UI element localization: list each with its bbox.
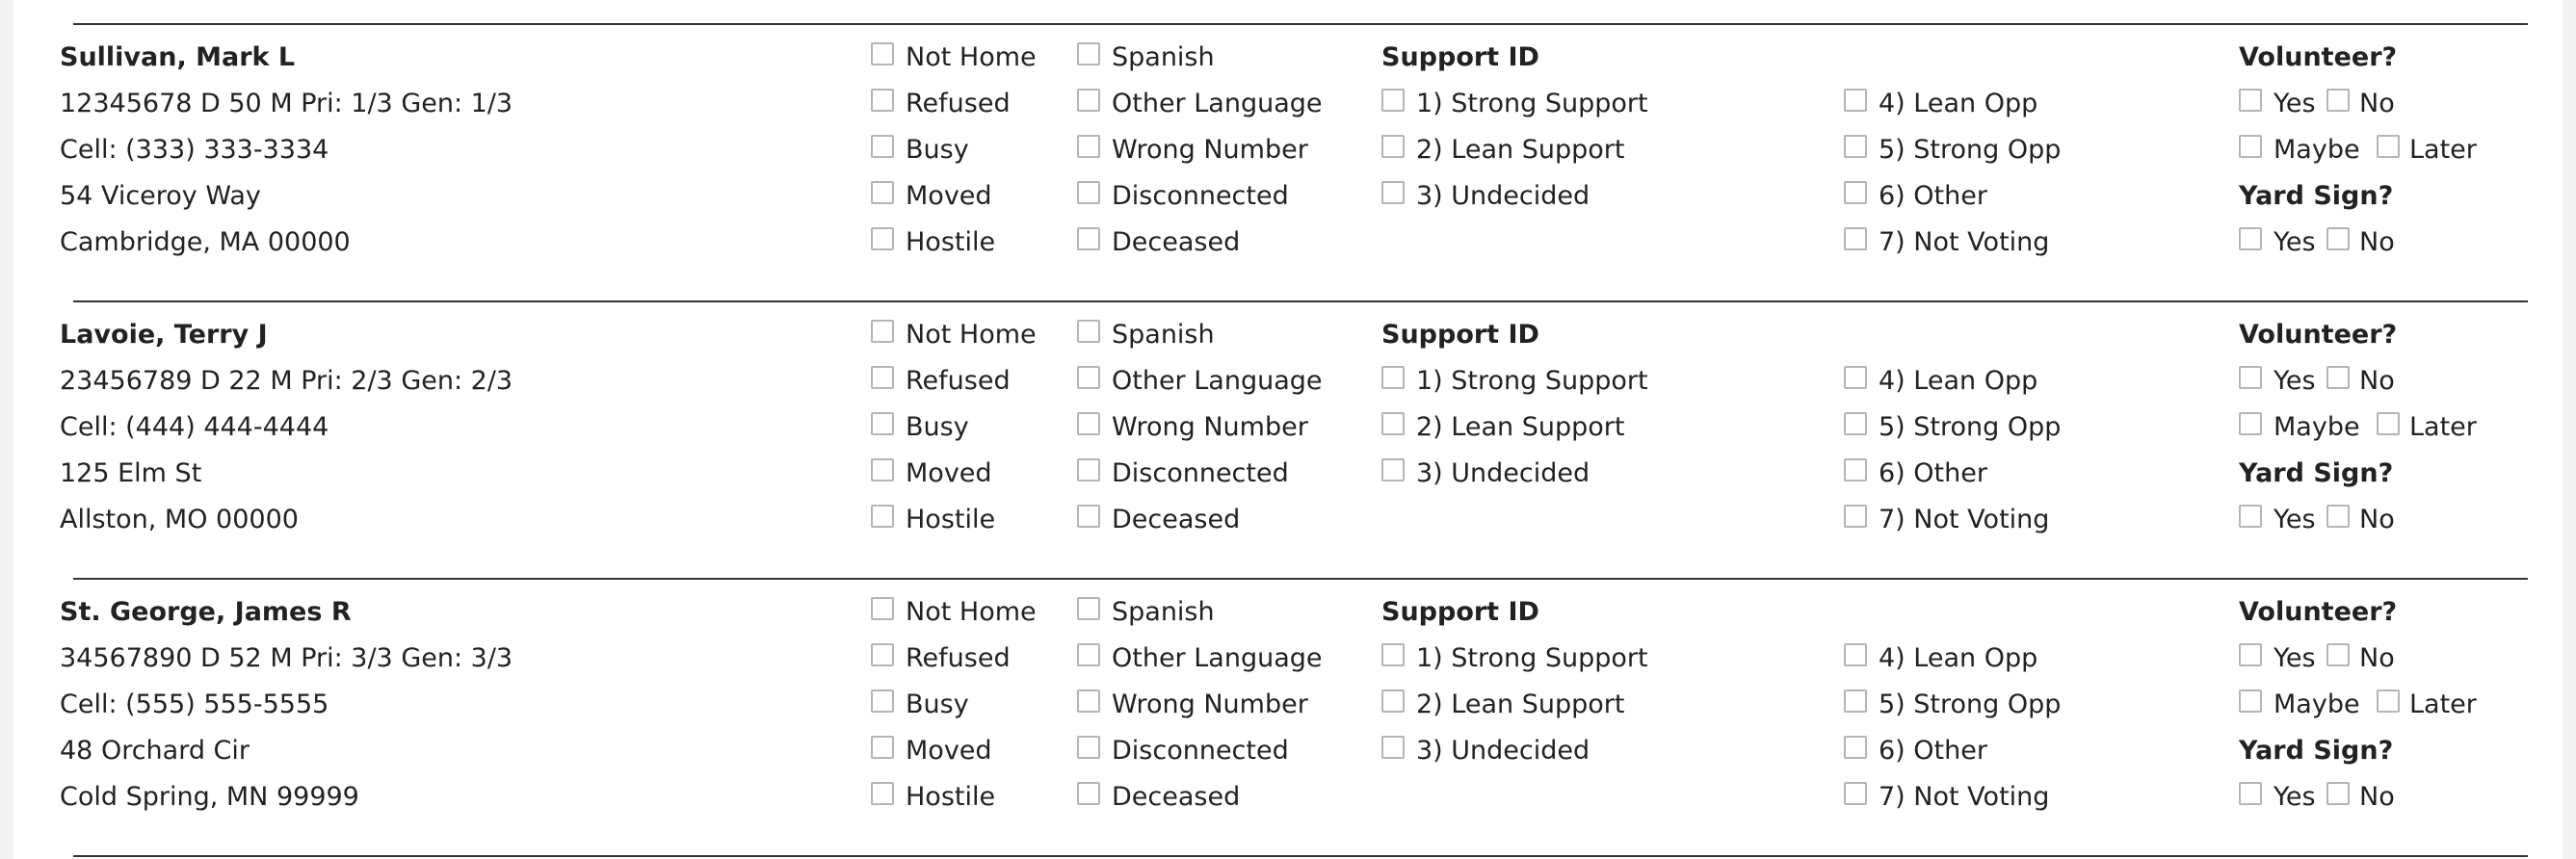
disposition-checkbox[interactable] xyxy=(1077,366,1100,389)
disposition-checkbox[interactable] xyxy=(1077,597,1100,620)
status-label: Not Home xyxy=(906,320,1037,350)
yard-sign-yes-checkbox[interactable] xyxy=(2239,227,2262,250)
support-checkbox[interactable] xyxy=(1844,135,1867,158)
support-checkbox[interactable] xyxy=(1844,227,1867,250)
volunteer-no-label: No xyxy=(2359,366,2395,396)
voter-city: Cold Spring, MN 99999 xyxy=(60,782,359,812)
support-id-heading: Support ID xyxy=(1381,42,1539,72)
disposition-checkbox[interactable] xyxy=(1077,227,1100,250)
voter-city: Cambridge, MA 00000 xyxy=(60,227,351,257)
support-label: 6) Other xyxy=(1879,181,1987,211)
volunteer-no-label: No xyxy=(2359,643,2395,673)
status-label: Busy xyxy=(906,135,969,165)
support-checkbox[interactable] xyxy=(1381,458,1405,482)
voter-name: St. George, James R xyxy=(60,597,352,627)
status-checkbox[interactable] xyxy=(871,782,894,805)
voter-city: Allston, MO 00000 xyxy=(60,505,299,534)
support-checkbox[interactable] xyxy=(1844,736,1867,759)
yard-sign-no-checkbox[interactable] xyxy=(2326,505,2350,528)
disposition-label: Other Language xyxy=(1112,643,1323,673)
yard-sign-yes-label: Yes xyxy=(2274,505,2316,534)
disposition-checkbox[interactable] xyxy=(1077,690,1100,713)
status-checkbox[interactable] xyxy=(871,736,894,759)
volunteer-yes-checkbox[interactable] xyxy=(2239,643,2262,666)
disposition-checkbox[interactable] xyxy=(1077,458,1100,482)
disposition-label: Disconnected xyxy=(1112,458,1289,488)
support-checkbox[interactable] xyxy=(1844,412,1867,435)
voter-cell: Cell: (555) 555-5555 xyxy=(60,690,329,719)
support-checkbox[interactable] xyxy=(1381,366,1405,389)
support-checkbox[interactable] xyxy=(1844,89,1867,112)
support-checkbox[interactable] xyxy=(1844,181,1867,204)
yard-sign-no-label: No xyxy=(2359,227,2395,257)
disposition-checkbox[interactable] xyxy=(1077,782,1100,805)
status-checkbox[interactable] xyxy=(871,227,894,250)
divider xyxy=(73,300,2528,302)
volunteer-maybe-label: Maybe xyxy=(2274,412,2360,442)
disposition-checkbox[interactable] xyxy=(1077,505,1100,528)
yard-sign-yes-checkbox[interactable] xyxy=(2239,782,2262,805)
support-label: 1) Strong Support xyxy=(1416,89,1648,118)
support-id-heading: Support ID xyxy=(1381,597,1539,627)
support-checkbox[interactable] xyxy=(1381,643,1405,666)
voter-cell: Cell: (444) 444-4444 xyxy=(60,412,329,442)
volunteer-later-label: Later xyxy=(2409,412,2477,442)
status-label: Moved xyxy=(906,458,992,488)
support-label: 2) Lean Support xyxy=(1416,412,1625,442)
disposition-checkbox[interactable] xyxy=(1077,181,1100,204)
yard-sign-yes-checkbox[interactable] xyxy=(2239,505,2262,528)
support-label: 3) Undecided xyxy=(1416,736,1590,766)
support-label: 4) Lean Opp xyxy=(1879,643,2038,673)
disposition-label: Disconnected xyxy=(1112,181,1289,211)
status-checkbox[interactable] xyxy=(871,135,894,158)
yard-sign-yes-label: Yes xyxy=(2274,782,2316,812)
status-label: Hostile xyxy=(906,505,996,534)
disposition-label: Wrong Number xyxy=(1112,135,1308,165)
disposition-label: Deceased xyxy=(1112,227,1241,257)
yard-sign-heading: Yard Sign? xyxy=(2239,736,2394,766)
walk-sheet xyxy=(13,0,2563,859)
status-checkbox[interactable] xyxy=(871,643,894,666)
status-checkbox[interactable] xyxy=(871,42,894,65)
volunteer-yes-label: Yes xyxy=(2274,643,2316,673)
voter-details: 23456789 D 22 M Pri: 2/3 Gen: 2/3 xyxy=(60,366,513,396)
support-checkbox[interactable] xyxy=(1844,690,1867,713)
support-label: 6) Other xyxy=(1879,736,1987,766)
support-checkbox[interactable] xyxy=(1844,505,1867,528)
support-label: 1) Strong Support xyxy=(1416,643,1648,673)
support-id-heading: Support ID xyxy=(1381,320,1539,350)
volunteer-no-checkbox[interactable] xyxy=(2326,643,2350,666)
support-label: 3) Undecided xyxy=(1416,458,1590,488)
volunteer-heading: Volunteer? xyxy=(2239,320,2398,350)
support-label: 7) Not Voting xyxy=(1879,227,2050,257)
disposition-label: Deceased xyxy=(1112,505,1241,534)
status-checkbox[interactable] xyxy=(871,366,894,389)
disposition-label: Other Language xyxy=(1112,89,1323,118)
yard-sign-no-label: No xyxy=(2359,505,2395,534)
yard-sign-heading: Yard Sign? xyxy=(2239,181,2394,211)
disposition-label: Spanish xyxy=(1112,597,1215,627)
disposition-label: Other Language xyxy=(1112,366,1323,396)
voter-details: 34567890 D 52 M Pri: 3/3 Gen: 3/3 xyxy=(60,643,513,673)
support-checkbox[interactable] xyxy=(1381,736,1405,759)
disposition-checkbox[interactable] xyxy=(1077,135,1100,158)
divider xyxy=(73,578,2528,580)
status-checkbox[interactable] xyxy=(871,412,894,435)
support-label: 7) Not Voting xyxy=(1879,782,2050,812)
status-label: Refused xyxy=(906,366,1011,396)
disposition-checkbox[interactable] xyxy=(1077,736,1100,759)
yard-sign-no-checkbox[interactable] xyxy=(2326,782,2350,805)
volunteer-heading: Volunteer? xyxy=(2239,597,2398,627)
support-label: 5) Strong Opp xyxy=(1879,412,2062,442)
volunteer-yes-label: Yes xyxy=(2274,89,2316,118)
voter-street: 54 Viceroy Way xyxy=(60,181,261,211)
status-label: Busy xyxy=(906,690,969,719)
support-checkbox[interactable] xyxy=(1381,89,1405,112)
status-checkbox[interactable] xyxy=(871,320,894,343)
disposition-label: Deceased xyxy=(1112,782,1241,812)
voter-street: 48 Orchard Cir xyxy=(60,736,250,766)
divider xyxy=(73,855,2528,857)
voter-details: 12345678 D 50 M Pri: 1/3 Gen: 1/3 xyxy=(60,89,513,118)
support-checkbox[interactable] xyxy=(1844,782,1867,805)
support-label: 1) Strong Support xyxy=(1416,366,1648,396)
disposition-label: Spanish xyxy=(1112,42,1215,72)
volunteer-yes-label: Yes xyxy=(2274,366,2316,396)
disposition-checkbox[interactable] xyxy=(1077,89,1100,112)
support-label: 7) Not Voting xyxy=(1879,505,2050,534)
disposition-label: Disconnected xyxy=(1112,736,1289,766)
status-label: Busy xyxy=(906,412,969,442)
status-label: Moved xyxy=(906,736,992,766)
support-label: 5) Strong Opp xyxy=(1879,135,2062,165)
support-label: 2) Lean Support xyxy=(1416,690,1625,719)
volunteer-no-checkbox[interactable] xyxy=(2326,366,2350,389)
volunteer-no-checkbox[interactable] xyxy=(2326,89,2350,112)
support-checkbox[interactable] xyxy=(1381,690,1405,713)
status-label: Not Home xyxy=(906,42,1037,72)
status-checkbox[interactable] xyxy=(871,690,894,713)
disposition-checkbox[interactable] xyxy=(1077,412,1100,435)
support-label: 4) Lean Opp xyxy=(1879,89,2038,118)
volunteer-heading: Volunteer? xyxy=(2239,42,2398,72)
status-label: Moved xyxy=(906,181,992,211)
support-label: 6) Other xyxy=(1879,458,1987,488)
support-label: 5) Strong Opp xyxy=(1879,690,2062,719)
volunteer-later-label: Later xyxy=(2409,690,2477,719)
volunteer-maybe-checkbox[interactable] xyxy=(2239,135,2262,158)
voter-cell: Cell: (333) 333-3334 xyxy=(60,135,329,165)
disposition-label: Wrong Number xyxy=(1112,412,1308,442)
status-label: Not Home xyxy=(906,597,1037,627)
support-checkbox[interactable] xyxy=(1844,366,1867,389)
volunteer-no-label: No xyxy=(2359,89,2395,118)
disposition-checkbox[interactable] xyxy=(1077,643,1100,666)
disposition-checkbox[interactable] xyxy=(1077,320,1100,343)
volunteer-maybe-label: Maybe xyxy=(2274,690,2360,719)
status-label: Refused xyxy=(906,643,1011,673)
status-checkbox[interactable] xyxy=(871,89,894,112)
status-label: Hostile xyxy=(906,227,996,257)
disposition-label: Wrong Number xyxy=(1112,690,1308,719)
yard-sign-no-label: No xyxy=(2359,782,2395,812)
support-checkbox[interactable] xyxy=(1381,135,1405,158)
support-checkbox[interactable] xyxy=(1844,458,1867,482)
voter-name: Lavoie, Terry J xyxy=(60,320,268,350)
volunteer-later-checkbox[interactable] xyxy=(2377,412,2400,435)
volunteer-later-checkbox[interactable] xyxy=(2377,690,2400,713)
support-label: 3) Undecided xyxy=(1416,181,1590,211)
volunteer-maybe-checkbox[interactable] xyxy=(2239,690,2262,713)
divider xyxy=(73,23,2528,25)
yard-sign-yes-label: Yes xyxy=(2274,227,2316,257)
status-checkbox[interactable] xyxy=(871,597,894,620)
support-label: 2) Lean Support xyxy=(1416,135,1625,165)
disposition-label: Spanish xyxy=(1112,320,1215,350)
volunteer-yes-checkbox[interactable] xyxy=(2239,366,2262,389)
volunteer-maybe-checkbox[interactable] xyxy=(2239,412,2262,435)
volunteer-later-label: Later xyxy=(2409,135,2477,165)
status-checkbox[interactable] xyxy=(871,505,894,528)
voter-street: 125 Elm St xyxy=(60,458,202,488)
status-label: Hostile xyxy=(906,782,996,812)
volunteer-later-checkbox[interactable] xyxy=(2377,135,2400,158)
voter-name: Sullivan, Mark L xyxy=(60,42,296,72)
status-checkbox[interactable] xyxy=(871,181,894,204)
support-label: 4) Lean Opp xyxy=(1879,366,2038,396)
yard-sign-no-checkbox[interactable] xyxy=(2326,227,2350,250)
support-checkbox[interactable] xyxy=(1381,412,1405,435)
status-label: Refused xyxy=(906,89,1011,118)
disposition-checkbox[interactable] xyxy=(1077,42,1100,65)
support-checkbox[interactable] xyxy=(1844,643,1867,666)
status-checkbox[interactable] xyxy=(871,458,894,482)
volunteer-maybe-label: Maybe xyxy=(2274,135,2360,165)
volunteer-yes-checkbox[interactable] xyxy=(2239,89,2262,112)
yard-sign-heading: Yard Sign? xyxy=(2239,458,2394,488)
support-checkbox[interactable] xyxy=(1381,181,1405,204)
